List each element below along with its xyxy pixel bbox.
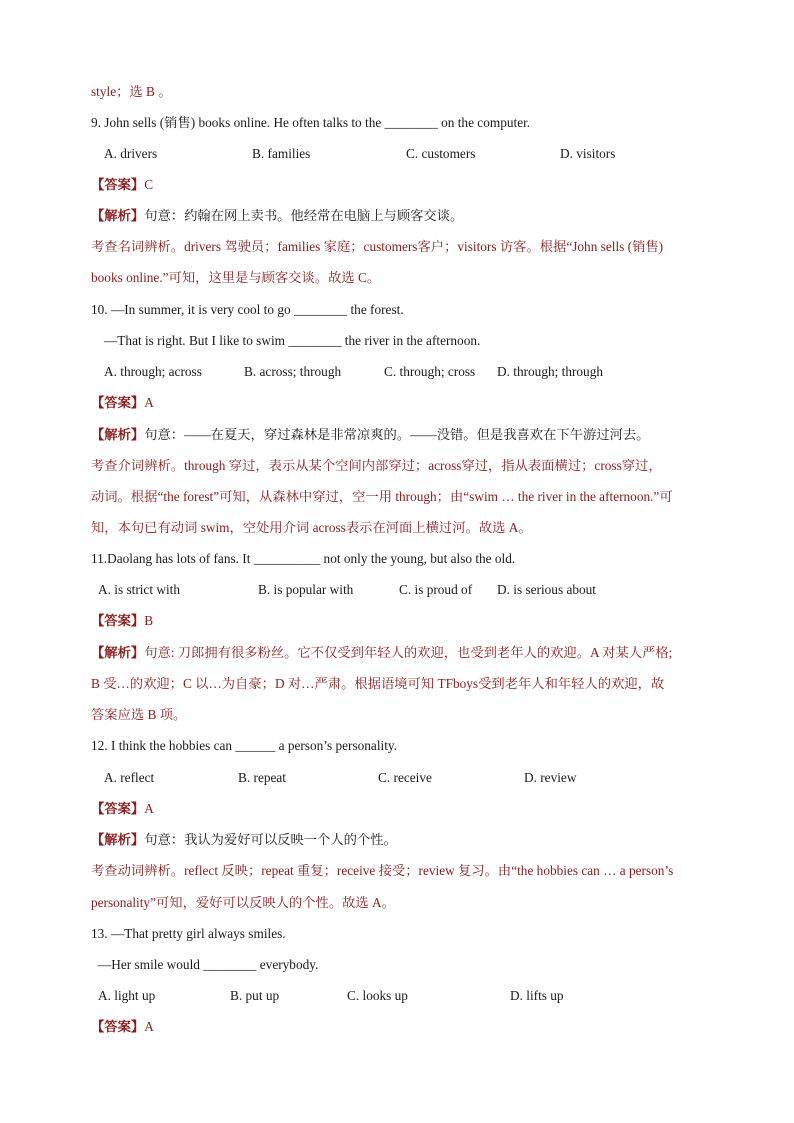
q10-explanation-line-3: 动词。根据“the forest”可知，从森林中穿过，空一用 through；由“swim … the river in the afternoon.”可 [91,489,673,504]
explanation-tag: 【解析】 [91,427,145,442]
q12-answer [91,800,154,818]
q11-option-c: C. is proud of [399,582,473,597]
q9-option-c: C. customers [406,146,476,161]
question-13: 13. —That pretty girl always smiles. [91,926,286,941]
question-10-line-2: —That is right. But I like to swim ________ the river in the afternoon. [104,333,481,348]
q11-option-b: B. is popular with [258,582,354,597]
q13-option-b: B. put up [230,988,280,1003]
q10-option-d: D. through; through [497,364,603,379]
q10-option-b: B. across; through [244,364,342,379]
q10-answer [91,394,154,412]
q9-option-d: D. visitors [560,146,616,161]
prev-explanation-tail: style；选 B 。 [91,84,172,99]
q9-option-b: B. families [252,146,311,161]
q12-option-b: B. repeat [238,770,286,785]
explanation-tag: 【解析】 [91,645,145,660]
q11-option-a: A. is strict with [98,582,180,597]
q10-option-a: A. through; across [104,364,202,379]
q12-explanation [91,831,397,849]
question-11: 11.Daolang has lots of fans. It __________ not only the young, but also the old. [91,551,516,566]
explanation-tag: 【解析】 [91,832,145,847]
answer-tag: 【答案】 [91,1019,145,1034]
q9-explanation-line-3: books online.”可知，这里是与顾客交谈。故选 C。 [91,270,381,285]
q12-option-c: C. receive [378,770,432,785]
explanation-text: 句意：约翰在网上卖书。他经常在电脑上与顾客交谈。 [144,208,464,223]
answer-value: A [144,801,154,816]
q12-option-a: A. reflect [104,770,155,785]
q13-option-c: C. looks up [347,988,408,1003]
question-13-line-2: —Her smile would ________ everybody. [98,957,319,972]
answer-tag: 【答案】 [91,613,145,628]
q10-option-c: C. through; cross [384,364,476,379]
answer-value: A [144,395,154,410]
q10-explanation-line-4: 知，本句已有动词 swim，空处用介词 across表示在河面上横过河。故选 A。 [91,520,532,535]
q11-option-d: D. is serious about [497,582,596,597]
question-12: 12. I think the hobbies can ______ a person’s personality. [91,738,398,753]
q9-option-a: A. drivers [104,146,158,161]
q13-option-d: D. lifts up [510,988,564,1003]
q10-explanation [91,426,649,444]
q11-explanation-line-3: 答案应选 B 项。 [91,707,187,722]
q11-explanation [91,644,672,662]
explanation-text: 句意: 刀郎拥有很多粉丝。它不仅受到年轻人的欢迎，也受到老年人的欢迎。A 对某人严格; [144,645,673,660]
q12-explanation-line-3: personality”可知，爱好可以反映人的个性。故选 A。 [91,895,395,910]
q10-explanation-line-2: 考查介词辨析。through 穿过，表示从某个空间内部穿过；across穿过，指从表面横过；cross穿过， [91,458,662,473]
question-10: 10. —In summer, it is very cool to go ________ the forest. [91,302,404,317]
answer-value: C [144,177,154,192]
q12-option-d: D. review [524,770,577,785]
q13-option-a: A. light up [98,988,156,1003]
answer-value: B [144,613,154,628]
question-9: 9. John sells (销售) books online. He often talks to the ________ on the computer. [91,115,531,130]
q9-answer [91,176,153,194]
explanation-tag: 【解析】 [91,208,145,223]
answer-value: A [144,1019,154,1034]
q9-explanation-line-2: 考查名词辨析。drivers 驾驶员；families 家庭；customers客户；visitors 访客。根据“John sells (销售) [91,239,664,254]
q11-answer [91,612,153,630]
q9-explanation [91,207,463,225]
explanation-text: 句意：我认为爱好可以反映一个人的个性。 [144,832,397,847]
answer-tag: 【答案】 [91,801,145,816]
answer-tag: 【答案】 [91,177,145,192]
q13-answer [91,1018,154,1036]
answer-tag: 【答案】 [91,395,145,410]
explanation-text: 句意：——在夏天，穿过森林是非常凉爽的。——没错。但是我喜欢在下午游过河去。 [144,427,650,442]
q12-explanation-line-2: 考查动词辨析。reflect 反映；repeat 重复；receive 接受；review 复习。由“the hobbies can … a person’s [91,863,674,878]
q11-explanation-line-2: B 受…的欢迎；C 以…为自豪；D 对…严肃。根据语境可知 TFboys受到老年人和年轻人的欢迎，故 [91,676,665,691]
